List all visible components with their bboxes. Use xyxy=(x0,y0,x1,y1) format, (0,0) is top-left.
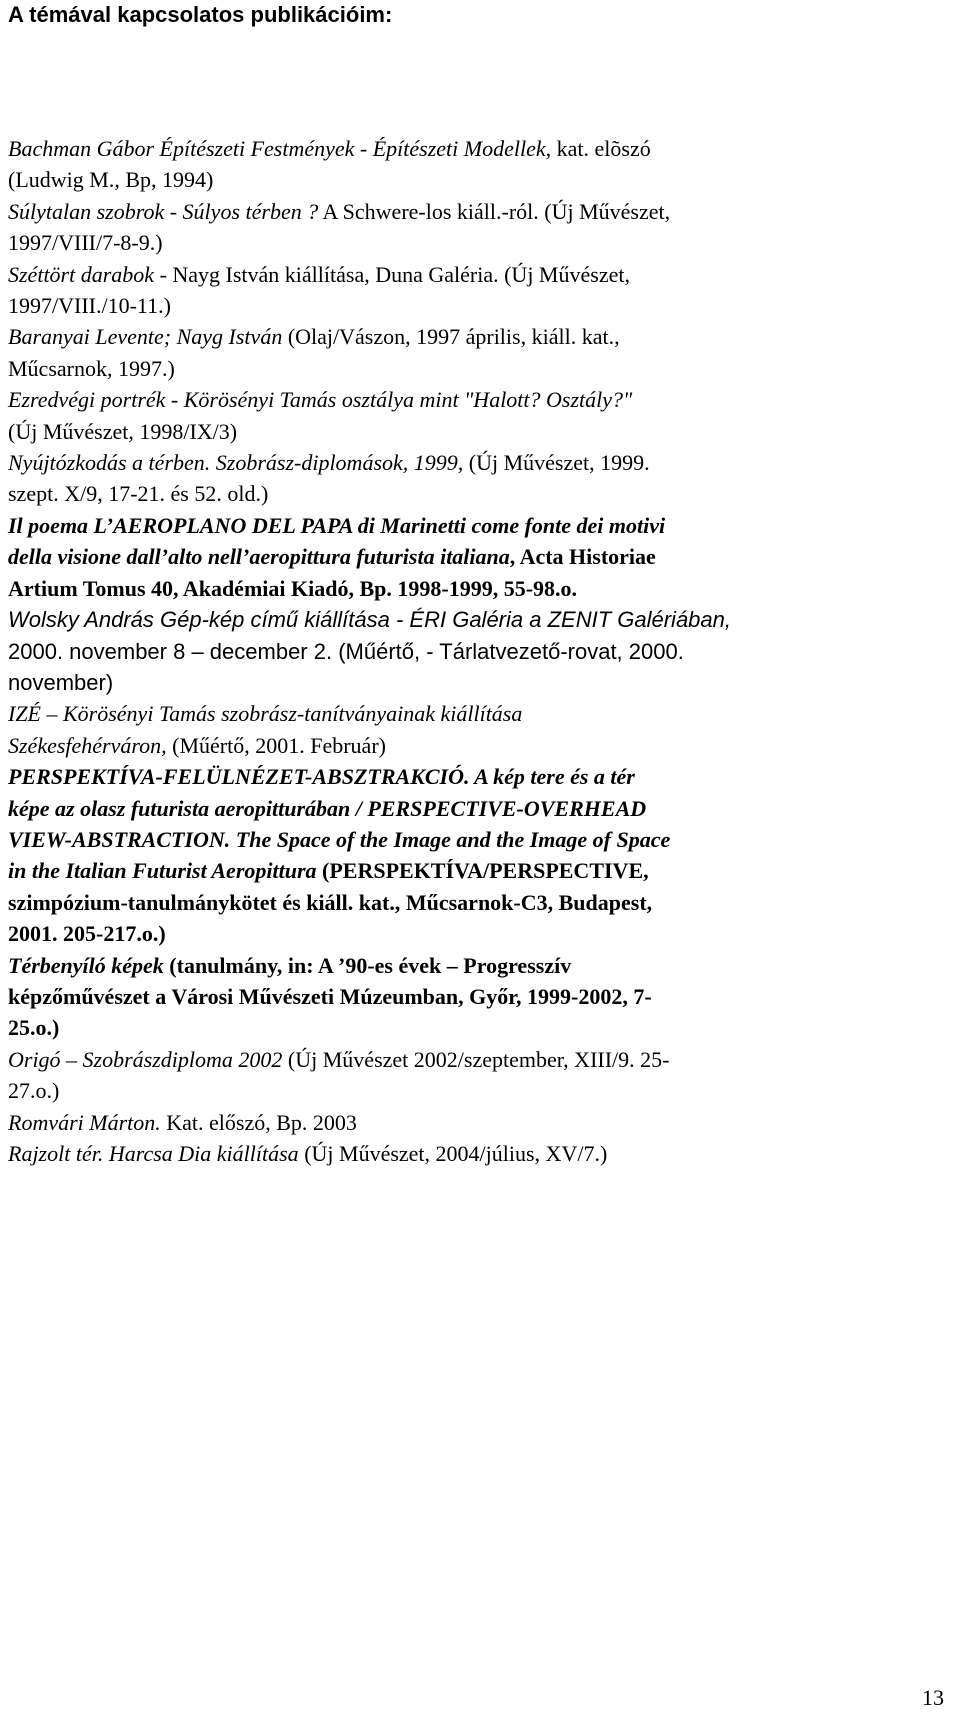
publication-details: szimpózium-tanulmánykötet és kiáll. kat., Műcsarnok-C3, Budapest, xyxy=(8,889,653,915)
entry-line xyxy=(8,1044,923,1075)
publication-details: - Nayg István kiállítása, Duna Galéria. (Új Művészet, xyxy=(154,261,630,287)
publication-entry xyxy=(8,196,923,259)
entry-line xyxy=(8,1138,923,1169)
publication-title: Wolsky András Gép-kép című kiállítása - ÉRI Galéria a ZENIT Galériában, xyxy=(8,607,731,633)
publication-details: , kat. elõszó xyxy=(545,136,651,161)
publication-details: (Új Művészet, 1998/IX/3) xyxy=(8,418,238,444)
publication-title: in the Italian Futurist Aeropittura xyxy=(8,858,317,884)
entry-line xyxy=(8,950,923,981)
publication-details: (Műértő, 2001. Február) xyxy=(166,732,386,758)
publication-title: képe az olasz futurista aeropitturában / PERSPECTIVE-OVERHEAD xyxy=(8,795,647,821)
entry-line xyxy=(8,887,923,918)
entry-line xyxy=(8,604,923,635)
entry-line xyxy=(8,227,923,258)
publication-title: della visione dall’alto nell’aeropittura futurista italiana xyxy=(8,544,510,570)
publication-details: képzőművészet a Városi Művészeti Múzeumban, Győr, 1999-2002, 7- xyxy=(8,983,652,1009)
publication-entry xyxy=(8,321,923,384)
publication-title: Baranyai Levente; Nayg István xyxy=(8,324,283,350)
publication-title: Il poema L’AEROPLANO DEL PAPA di Marinetti come fonte dei motivi xyxy=(8,512,666,538)
entry-line xyxy=(8,698,923,729)
entry-line xyxy=(8,918,923,949)
publication-entry xyxy=(8,698,923,761)
publication-entry xyxy=(8,384,923,447)
entry-line xyxy=(8,573,923,604)
publication-details: 25.o.) xyxy=(8,1015,60,1041)
publication-details: 1997/VIII/7-8-9.) xyxy=(8,230,163,256)
publication-title: Székesfehérváron, xyxy=(8,732,167,758)
entry-line xyxy=(8,1012,923,1043)
publication-title: PERSPEKTÍVA-FELÜLNÉZET-ABSZTRAKCIÓ. A kép tere és a tér xyxy=(8,764,635,790)
publication-title: Origó – Szobrászdiploma 2002 xyxy=(8,1046,283,1072)
publication-title: IZÉ – Körösényi Tamás szobrász-tanítványainak kiállítása xyxy=(8,701,523,727)
publication-entry xyxy=(8,1044,923,1107)
entry-line xyxy=(8,824,923,855)
publication-title: Ezredvégi portrék - Körösényi Tamás osztálya mint "Halott? Osztály?" xyxy=(8,387,633,413)
entry-line xyxy=(8,1075,923,1106)
entry-line xyxy=(8,384,923,415)
publication-details: A Schwere-los kiáll.-ról. (Új Művészet, xyxy=(318,198,671,224)
publication-list xyxy=(8,133,923,1169)
publication-entry xyxy=(8,604,923,698)
publication-details: (Ludwig M., Bp, 1994) xyxy=(8,167,214,193)
publication-details: 27.o.) xyxy=(8,1078,60,1104)
entry-line xyxy=(8,1107,923,1138)
publication-title: Súlytalan szobrok - Súlyos térben ? xyxy=(8,198,319,224)
publication-title: Nyújtózkodás a térben. Szobrász-diplomások, 1999, xyxy=(8,450,464,476)
publication-entry xyxy=(8,133,923,196)
publication-details: Kat. előszó, Bp. 2003 xyxy=(160,1109,357,1135)
publication-details: (Új Művészet, 2004/július, XV/7.) xyxy=(298,1141,608,1166)
publication-details: (PERSPEKTÍVA/PERSPECTIVE, xyxy=(316,858,649,884)
publication-entry xyxy=(8,950,923,1044)
publication-details: , Acta Historiae xyxy=(509,544,656,570)
entry-line xyxy=(8,510,923,541)
publication-details: (Új Művészet 2002/szeptember, XIII/9. 25- xyxy=(282,1046,670,1072)
publication-entry xyxy=(8,1107,923,1138)
publication-title: Széttört darabok xyxy=(8,261,155,287)
entry-line xyxy=(8,730,923,761)
entry-line xyxy=(8,478,923,509)
entry-line xyxy=(8,196,923,227)
entry-line xyxy=(8,353,923,384)
entry-line xyxy=(8,321,923,352)
publication-entry xyxy=(8,447,923,510)
page-heading: A témával kapcsolatos publikációim: xyxy=(8,2,393,27)
entry-line xyxy=(8,855,923,886)
publication-entry xyxy=(8,259,923,322)
entry-line xyxy=(8,761,923,792)
publication-details: (Olaj/Vászon, 1997 április, kiáll. kat., xyxy=(282,324,620,350)
publication-title: Térbenyíló képek xyxy=(8,952,164,978)
entry-line xyxy=(8,447,923,478)
entry-line xyxy=(8,981,923,1012)
entry-line xyxy=(8,133,923,164)
publication-title: Rajzolt tér. Harcsa Dia kiállítása xyxy=(8,1141,299,1166)
publication-details: Műcsarnok, 1997.) xyxy=(8,355,175,381)
publication-details: 2000. november 8 – december 2. (Műértő, - Tárlatvezető-rovat, 2000. xyxy=(8,638,684,664)
entry-line xyxy=(8,541,923,572)
publication-details: november) xyxy=(8,669,114,695)
publication-entry xyxy=(8,1138,923,1169)
publication-details: szept. X/9, 17-21. és 52. old.) xyxy=(8,481,269,507)
entry-line xyxy=(8,416,923,447)
entry-line xyxy=(8,164,923,195)
publication-entry xyxy=(8,510,923,604)
entry-line xyxy=(8,259,923,290)
publication-title: Bachman Gábor Építészeti Festmények - Építészeti Modellek xyxy=(8,136,546,161)
publication-entry xyxy=(8,761,923,949)
entry-line xyxy=(8,793,923,824)
publication-details: (tanulmány, in: A ’90-es évek – Progresszív xyxy=(163,952,572,978)
publication-details: Artium Tomus 40, Akadémiai Kiadó, Bp. 1998-1999, 55-98.o. xyxy=(8,575,578,601)
entry-line xyxy=(8,290,923,321)
publication-title: VIEW-ABSTRACTION. The Space of the Image and the Image of Space xyxy=(8,826,671,852)
publication-details: 2001. 205-217.o.) xyxy=(8,921,166,947)
page-number: 13 xyxy=(922,1685,944,1710)
entry-line xyxy=(8,667,923,698)
entry-line xyxy=(8,636,923,667)
publication-details: (Új Művészet, 1999. xyxy=(463,450,650,476)
publication-title: Romvári Márton. xyxy=(8,1109,161,1135)
publication-details: 1997/VIII./10-11.) xyxy=(8,293,171,319)
